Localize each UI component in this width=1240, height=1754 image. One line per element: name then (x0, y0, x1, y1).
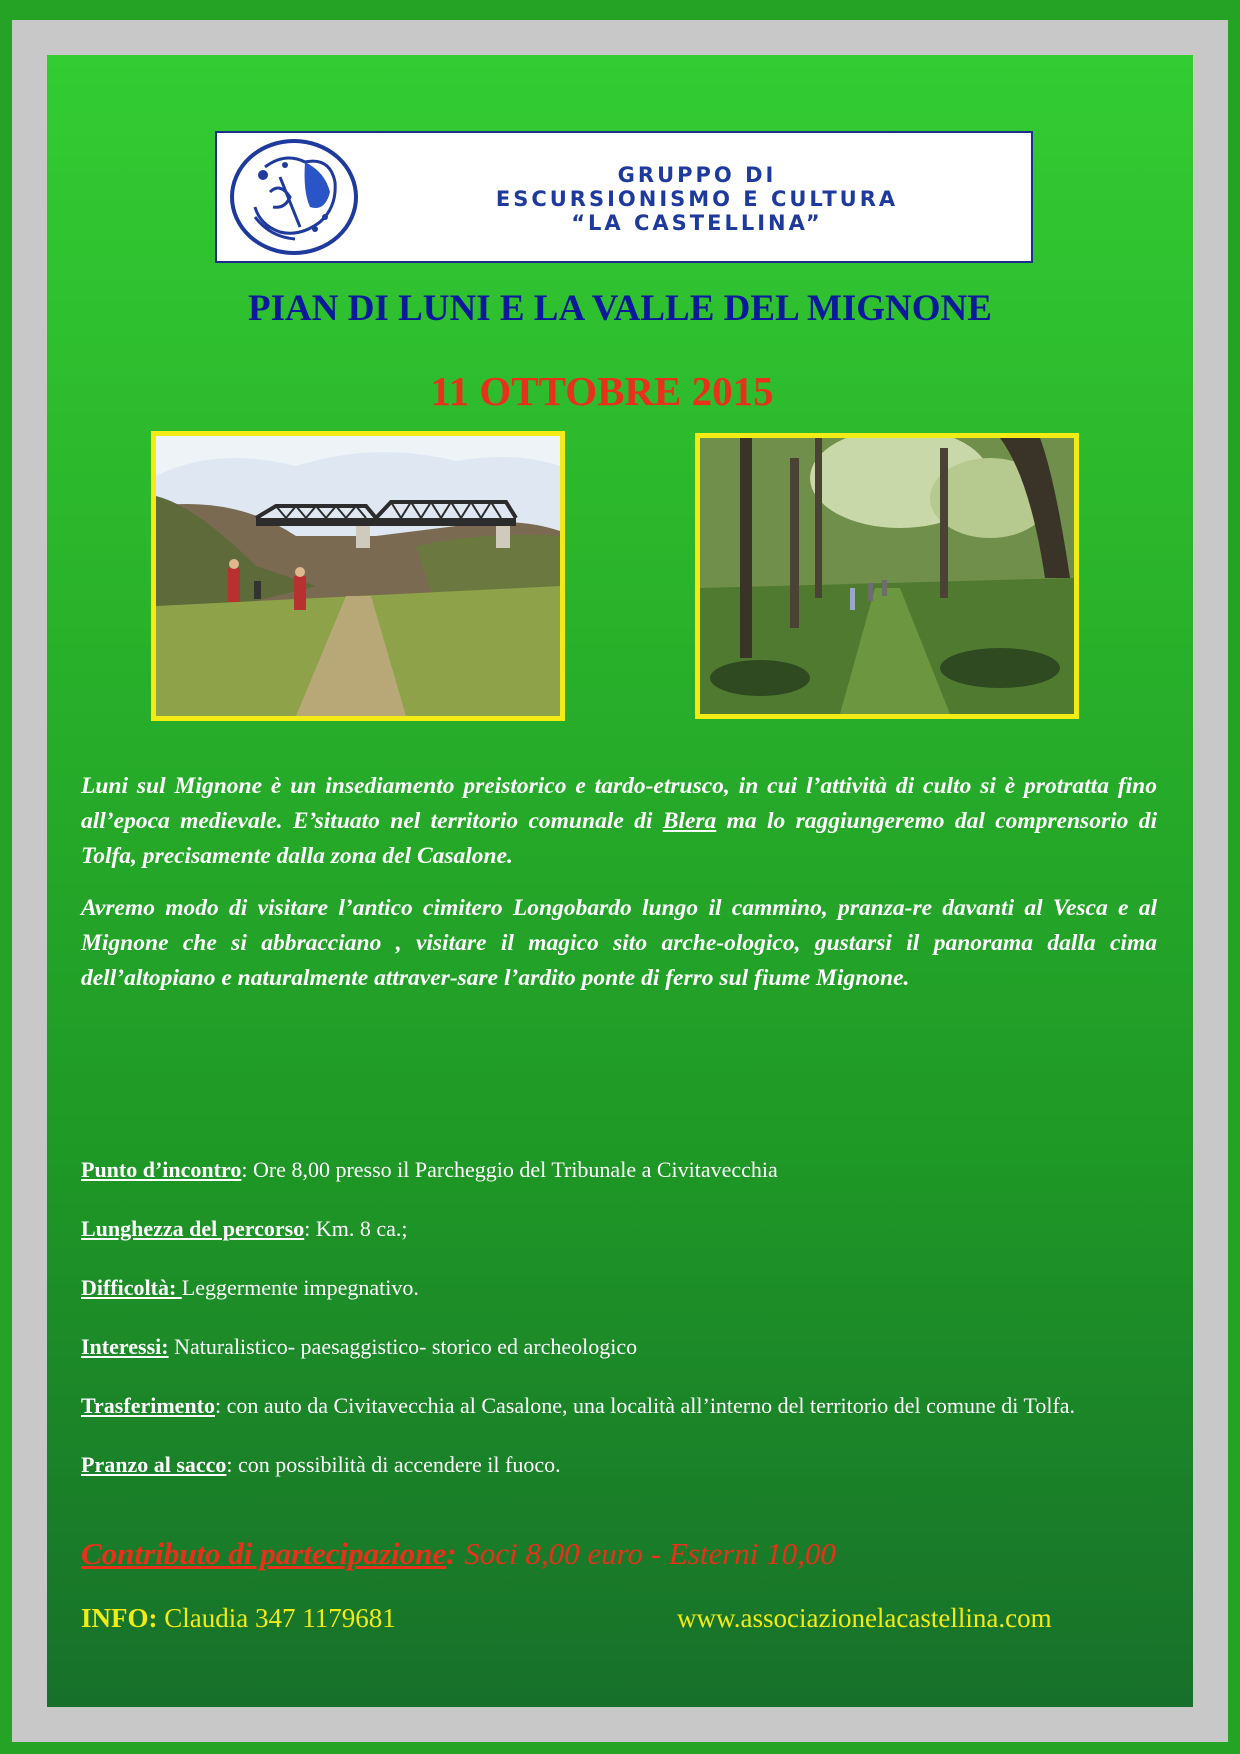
detail-interests: Interessi: Naturalistico- paesaggistico- storico ed archeologico (81, 1334, 638, 1359)
participation-fee: Contributo di partecipazione: Soci 8,00 euro - Esterni 10,00 (81, 1536, 836, 1571)
event-date: 11 OTTOBRE 2015 (430, 368, 774, 414)
info-contact: Claudia 347 1179681 (157, 1603, 396, 1633)
info-label: INFO: (81, 1603, 158, 1633)
detail-route-length: Lunghezza del percorso: Km. 8 ca.; (81, 1216, 408, 1241)
banner-line-2: ESCURSIONISMO E CULTURA (495, 187, 899, 211)
event-description (81, 769, 1157, 1013)
fee-value: Soci 8,00 euro - Esterni 10,00 (456, 1536, 836, 1571)
event-details (81, 1150, 1171, 1504)
detail-difficulty: Difficoltà: Leggermente impegnativo. (81, 1275, 419, 1300)
hikers-iron-bridge-photo (151, 431, 565, 721)
detail-meeting-point: Punto d’incontro: Ore 8,00 presso il Parcheggio del Tribunale a Civitavecchia (81, 1157, 778, 1182)
flyer-page (47, 55, 1193, 1707)
website-link[interactable]: www.associazionelacastellina.com (677, 1603, 1052, 1633)
hiker-emblem-icon (225, 137, 363, 257)
description-paragraph-2: Avremo modo di visitare l’antico cimitero Longobardo lungo il cammino, pranza-re davanti al Vesca e al Mignone che si abbracciano , visitare il magico sito arche-ologico, gustarsi il panorama dalla cima dell’altopiano e naturalmente attraver-sare l’ardito ponte di ferro sul fiume Mignone. (81, 895, 1157, 991)
forest-path-photo (695, 433, 1079, 719)
event-title: PIAN DI LUNI E LA VALLE DEL MIGNONE (248, 288, 992, 329)
banner-line-1: GRUPPO DI (617, 163, 777, 187)
banner-line-3: “LA CASTELLINA” (571, 211, 823, 235)
blera-link[interactable]: Blera (662, 808, 717, 834)
association-name (367, 163, 1027, 235)
detail-packed-lunch: Pranzo al sacco: con possibilità di accendere il fuoco. (81, 1452, 561, 1477)
description-paragraph-1: Luni sul Mignone è un insediamento preistorico e tardo-etrusco, in cui l’attività di culto si è protratta fino all’epoca medievale. E’situato nel territorio comunale di Blera ma lo raggiungeremo dal comprensorio di Tolfa, precisamente dalla zona del Casalone. (81, 773, 1157, 869)
info-line (81, 1603, 1171, 1634)
detail-transfer: Trasferimento: con auto da Civitavecchia al Casalone, una località all’interno del territorio del comune di Tolfa. (81, 1393, 1076, 1418)
association-banner (215, 131, 1033, 263)
fee-label: Contributo di partecipazione (81, 1536, 447, 1571)
